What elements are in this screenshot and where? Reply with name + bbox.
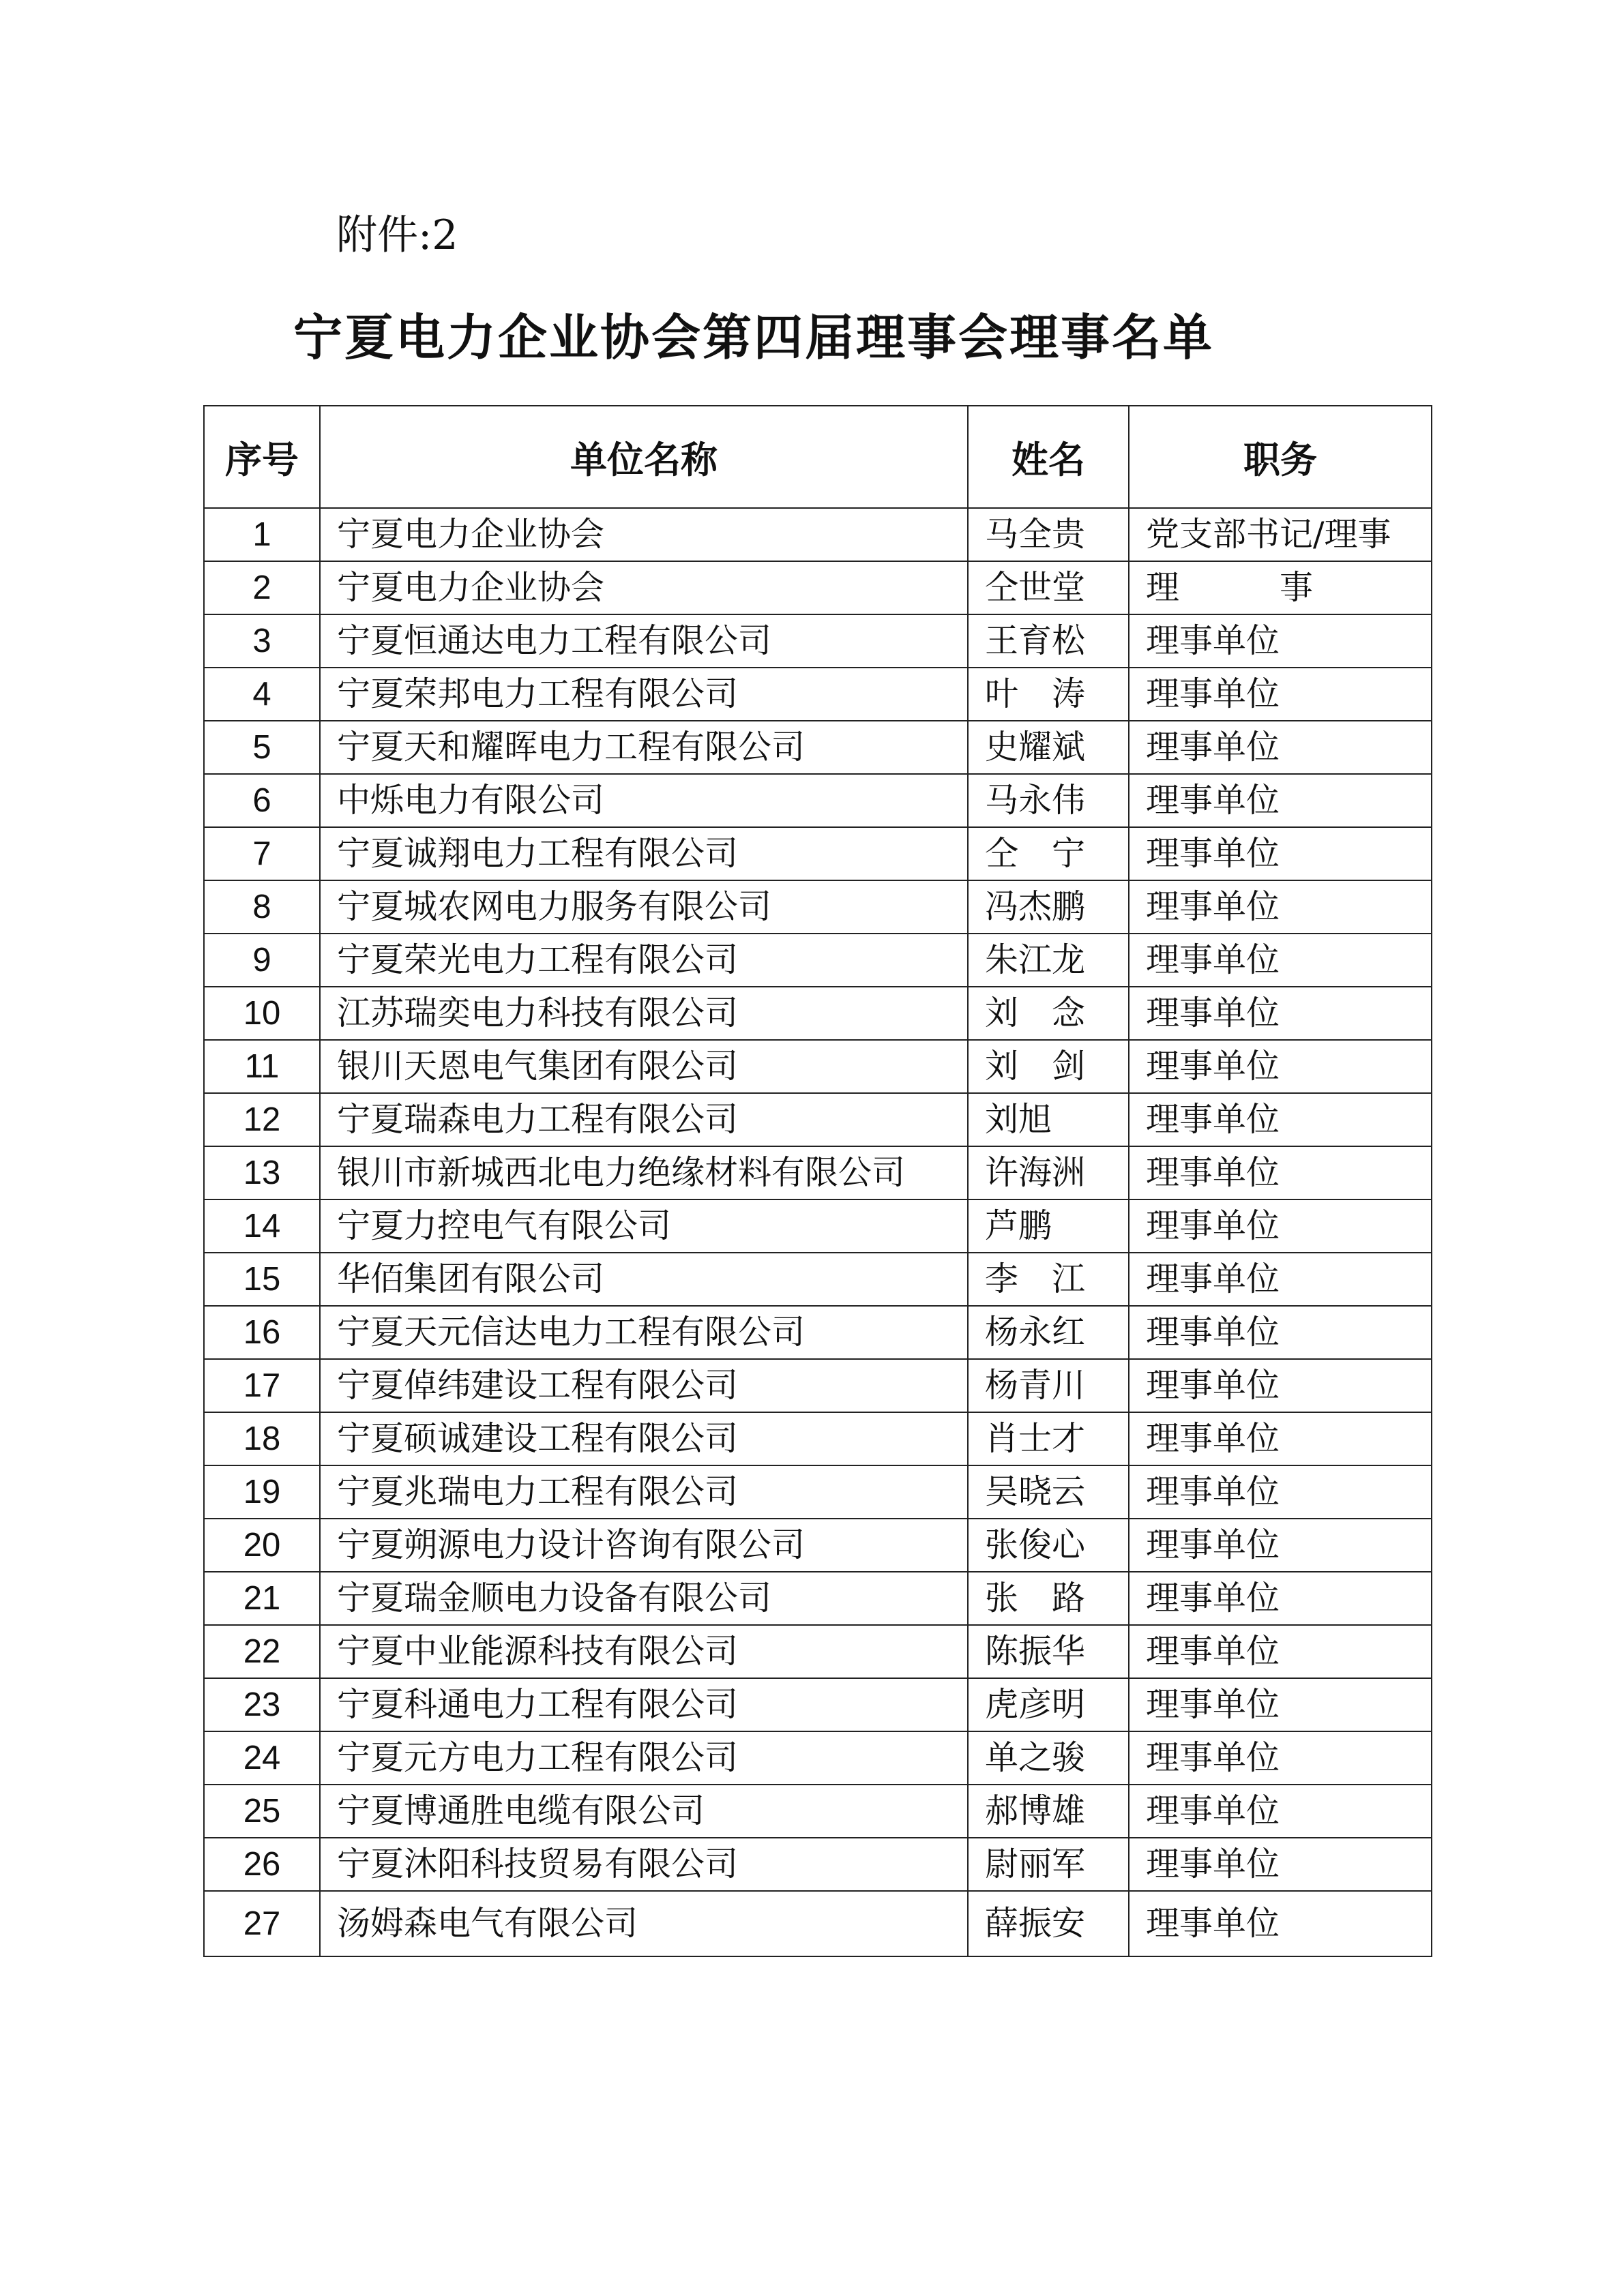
table-row [204, 1465, 1432, 1519]
cell-unit: 宁夏电力企业协会 [320, 508, 968, 561]
cell-unit: 宁夏电力企业协会 [320, 561, 968, 614]
cell-name: 史耀斌 [968, 721, 1129, 774]
cell-name: 刘 剑 [968, 1040, 1129, 1093]
cell-name: 薛振安 [968, 1891, 1129, 1956]
cell-unit: 宁夏城农网电力服务有限公司 [320, 880, 968, 934]
cell-seq: 10 [204, 987, 320, 1040]
cell-unit: 宁夏朔源电力设计咨询有限公司 [320, 1519, 968, 1572]
cell-position: 理事单位 [1129, 1199, 1432, 1253]
cell-name: 冯杰鹏 [968, 880, 1129, 934]
cell-seq: 8 [204, 880, 320, 934]
cell-seq: 23 [204, 1678, 320, 1731]
cell-name: 杨青川 [968, 1359, 1129, 1412]
table-row [204, 774, 1432, 827]
cell-unit: 宁夏博通胜电缆有限公司 [320, 1785, 968, 1838]
cell-position: 党支部书记/理事 [1129, 508, 1432, 561]
table-row [204, 1040, 1432, 1093]
cell-position: 理事单位 [1129, 1785, 1432, 1838]
cell-name: 叶 涛 [968, 668, 1129, 721]
roster-table [203, 405, 1432, 1957]
table-row [204, 1412, 1432, 1465]
cell-unit: 银川天恩电气集团有限公司 [320, 1040, 968, 1093]
cell-name: 杨永红 [968, 1306, 1129, 1359]
cell-name: 吴晓云 [968, 1465, 1129, 1519]
cell-unit: 宁夏中业能源科技有限公司 [320, 1625, 968, 1678]
cell-position: 理事单位 [1129, 1093, 1432, 1146]
header-position: 职务 [1129, 406, 1432, 508]
table-header-row [204, 406, 1432, 508]
cell-seq: 7 [204, 827, 320, 880]
cell-unit: 华佰集团有限公司 [320, 1253, 968, 1306]
table-row [204, 1838, 1432, 1891]
cell-seq: 5 [204, 721, 320, 774]
table-row [204, 1146, 1432, 1199]
cell-position: 理事单位 [1129, 721, 1432, 774]
cell-unit: 银川市新城西北电力绝缘材料有限公司 [320, 1146, 968, 1199]
cell-seq: 2 [204, 561, 320, 614]
cell-unit: 宁夏恒通达电力工程有限公司 [320, 614, 968, 668]
cell-seq: 13 [204, 1146, 320, 1199]
table-row [204, 827, 1432, 880]
cell-seq: 4 [204, 668, 320, 721]
cell-name: 单之骏 [968, 1731, 1129, 1785]
cell-unit: 宁夏沐阳科技贸易有限公司 [320, 1838, 968, 1891]
cell-position: 理事单位 [1129, 1572, 1432, 1625]
cell-unit: 宁夏天和耀晖电力工程有限公司 [320, 721, 968, 774]
table-row [204, 987, 1432, 1040]
cell-unit: 宁夏倬纬建设工程有限公司 [320, 1359, 968, 1412]
table-row [204, 880, 1432, 934]
cell-seq: 20 [204, 1519, 320, 1572]
cell-unit: 宁夏兆瑞电力工程有限公司 [320, 1465, 968, 1519]
cell-position: 理事单位 [1129, 1731, 1432, 1785]
cell-unit: 宁夏荣邦电力工程有限公司 [320, 668, 968, 721]
cell-name: 仝世堂 [968, 561, 1129, 614]
table-row [204, 1785, 1432, 1838]
cell-name: 陈振华 [968, 1625, 1129, 1678]
cell-position: 理事单位 [1129, 1253, 1432, 1306]
table-row [204, 1678, 1432, 1731]
cell-seq: 26 [204, 1838, 320, 1891]
table-row [204, 1199, 1432, 1253]
cell-name: 马全贵 [968, 508, 1129, 561]
cell-seq: 19 [204, 1465, 320, 1519]
cell-seq: 11 [204, 1040, 320, 1093]
cell-seq: 14 [204, 1199, 320, 1253]
cell-seq: 24 [204, 1731, 320, 1785]
header-seq: 序号 [204, 406, 320, 508]
cell-position: 理事单位 [1129, 1625, 1432, 1678]
cell-name: 芦鹏 [968, 1199, 1129, 1253]
page-title: 宁夏电力企业协会第四届理事会理事名单 [293, 309, 1215, 366]
table-row [204, 508, 1432, 561]
cell-name: 张俊心 [968, 1519, 1129, 1572]
cell-position: 理事单位 [1129, 1678, 1432, 1731]
cell-position: 理事单位 [1129, 880, 1432, 934]
table-row [204, 614, 1432, 668]
cell-seq: 21 [204, 1572, 320, 1625]
cell-position: 理事单位 [1129, 1465, 1432, 1519]
cell-unit: 江苏瑞奕电力科技有限公司 [320, 987, 968, 1040]
table-row [204, 1891, 1432, 1956]
cell-seq: 6 [204, 774, 320, 827]
attachment-label: 附件:2 [336, 211, 458, 259]
cell-seq: 9 [204, 934, 320, 987]
header-name: 姓名 [968, 406, 1129, 508]
cell-name: 尉丽军 [968, 1838, 1129, 1891]
table-row [204, 668, 1432, 721]
cell-unit: 宁夏元方电力工程有限公司 [320, 1731, 968, 1785]
cell-unit: 中烁电力有限公司 [320, 774, 968, 827]
cell-unit: 宁夏力控电气有限公司 [320, 1199, 968, 1253]
table-row [204, 561, 1432, 614]
cell-position: 理事单位 [1129, 614, 1432, 668]
cell-seq: 12 [204, 1093, 320, 1146]
cell-name: 李 江 [968, 1253, 1129, 1306]
cell-name: 许海洲 [968, 1146, 1129, 1199]
cell-position: 理事单位 [1129, 1040, 1432, 1093]
cell-position: 理事单位 [1129, 1306, 1432, 1359]
cell-name: 刘 念 [968, 987, 1129, 1040]
cell-position: 理事单位 [1129, 1412, 1432, 1465]
cell-unit: 宁夏天元信达电力工程有限公司 [320, 1306, 968, 1359]
cell-position: 理事单位 [1129, 1359, 1432, 1412]
cell-unit: 宁夏瑞金顺电力设备有限公司 [320, 1572, 968, 1625]
cell-position: 理事单位 [1129, 668, 1432, 721]
cell-seq: 16 [204, 1306, 320, 1359]
cell-unit: 宁夏硕诚建设工程有限公司 [320, 1412, 968, 1465]
cell-position: 理事单位 [1129, 934, 1432, 987]
cell-unit: 宁夏科通电力工程有限公司 [320, 1678, 968, 1731]
table-row [204, 721, 1432, 774]
cell-position: 理事单位 [1129, 827, 1432, 880]
cell-seq: 1 [204, 508, 320, 561]
cell-name: 肖士才 [968, 1412, 1129, 1465]
table-row [204, 1572, 1432, 1625]
cell-position: 理事单位 [1129, 987, 1432, 1040]
cell-seq: 25 [204, 1785, 320, 1838]
table-row [204, 1253, 1432, 1306]
table-row [204, 934, 1432, 987]
header-unit: 单位名称 [320, 406, 968, 508]
cell-position: 理事单位 [1129, 1891, 1432, 1956]
cell-position: 理事单位 [1129, 774, 1432, 827]
table-row [204, 1625, 1432, 1678]
table-row [204, 1093, 1432, 1146]
cell-name: 刘旭 [968, 1093, 1129, 1146]
table-row [204, 1731, 1432, 1785]
cell-position: 理 事 [1129, 561, 1432, 614]
cell-name: 张 路 [968, 1572, 1129, 1625]
cell-name: 仝 宁 [968, 827, 1129, 880]
cell-position: 理事单位 [1129, 1146, 1432, 1199]
cell-unit: 宁夏诚翔电力工程有限公司 [320, 827, 968, 880]
cell-position: 理事单位 [1129, 1838, 1432, 1891]
cell-unit: 汤姆森电气有限公司 [320, 1891, 968, 1956]
cell-name: 虎彦明 [968, 1678, 1129, 1731]
table-row [204, 1359, 1432, 1412]
cell-unit: 宁夏瑞森电力工程有限公司 [320, 1093, 968, 1146]
cell-name: 朱江龙 [968, 934, 1129, 987]
cell-unit: 宁夏荣光电力工程有限公司 [320, 934, 968, 987]
table-row [204, 1306, 1432, 1359]
cell-seq: 18 [204, 1412, 320, 1465]
cell-seq: 15 [204, 1253, 320, 1306]
cell-seq: 27 [204, 1891, 320, 1956]
table-row [204, 1519, 1432, 1572]
cell-seq: 22 [204, 1625, 320, 1678]
cell-name: 郝博雄 [968, 1785, 1129, 1838]
cell-name: 马永伟 [968, 774, 1129, 827]
cell-seq: 17 [204, 1359, 320, 1412]
cell-name: 王育松 [968, 614, 1129, 668]
cell-position: 理事单位 [1129, 1519, 1432, 1572]
cell-seq: 3 [204, 614, 320, 668]
table-body [204, 508, 1432, 1956]
